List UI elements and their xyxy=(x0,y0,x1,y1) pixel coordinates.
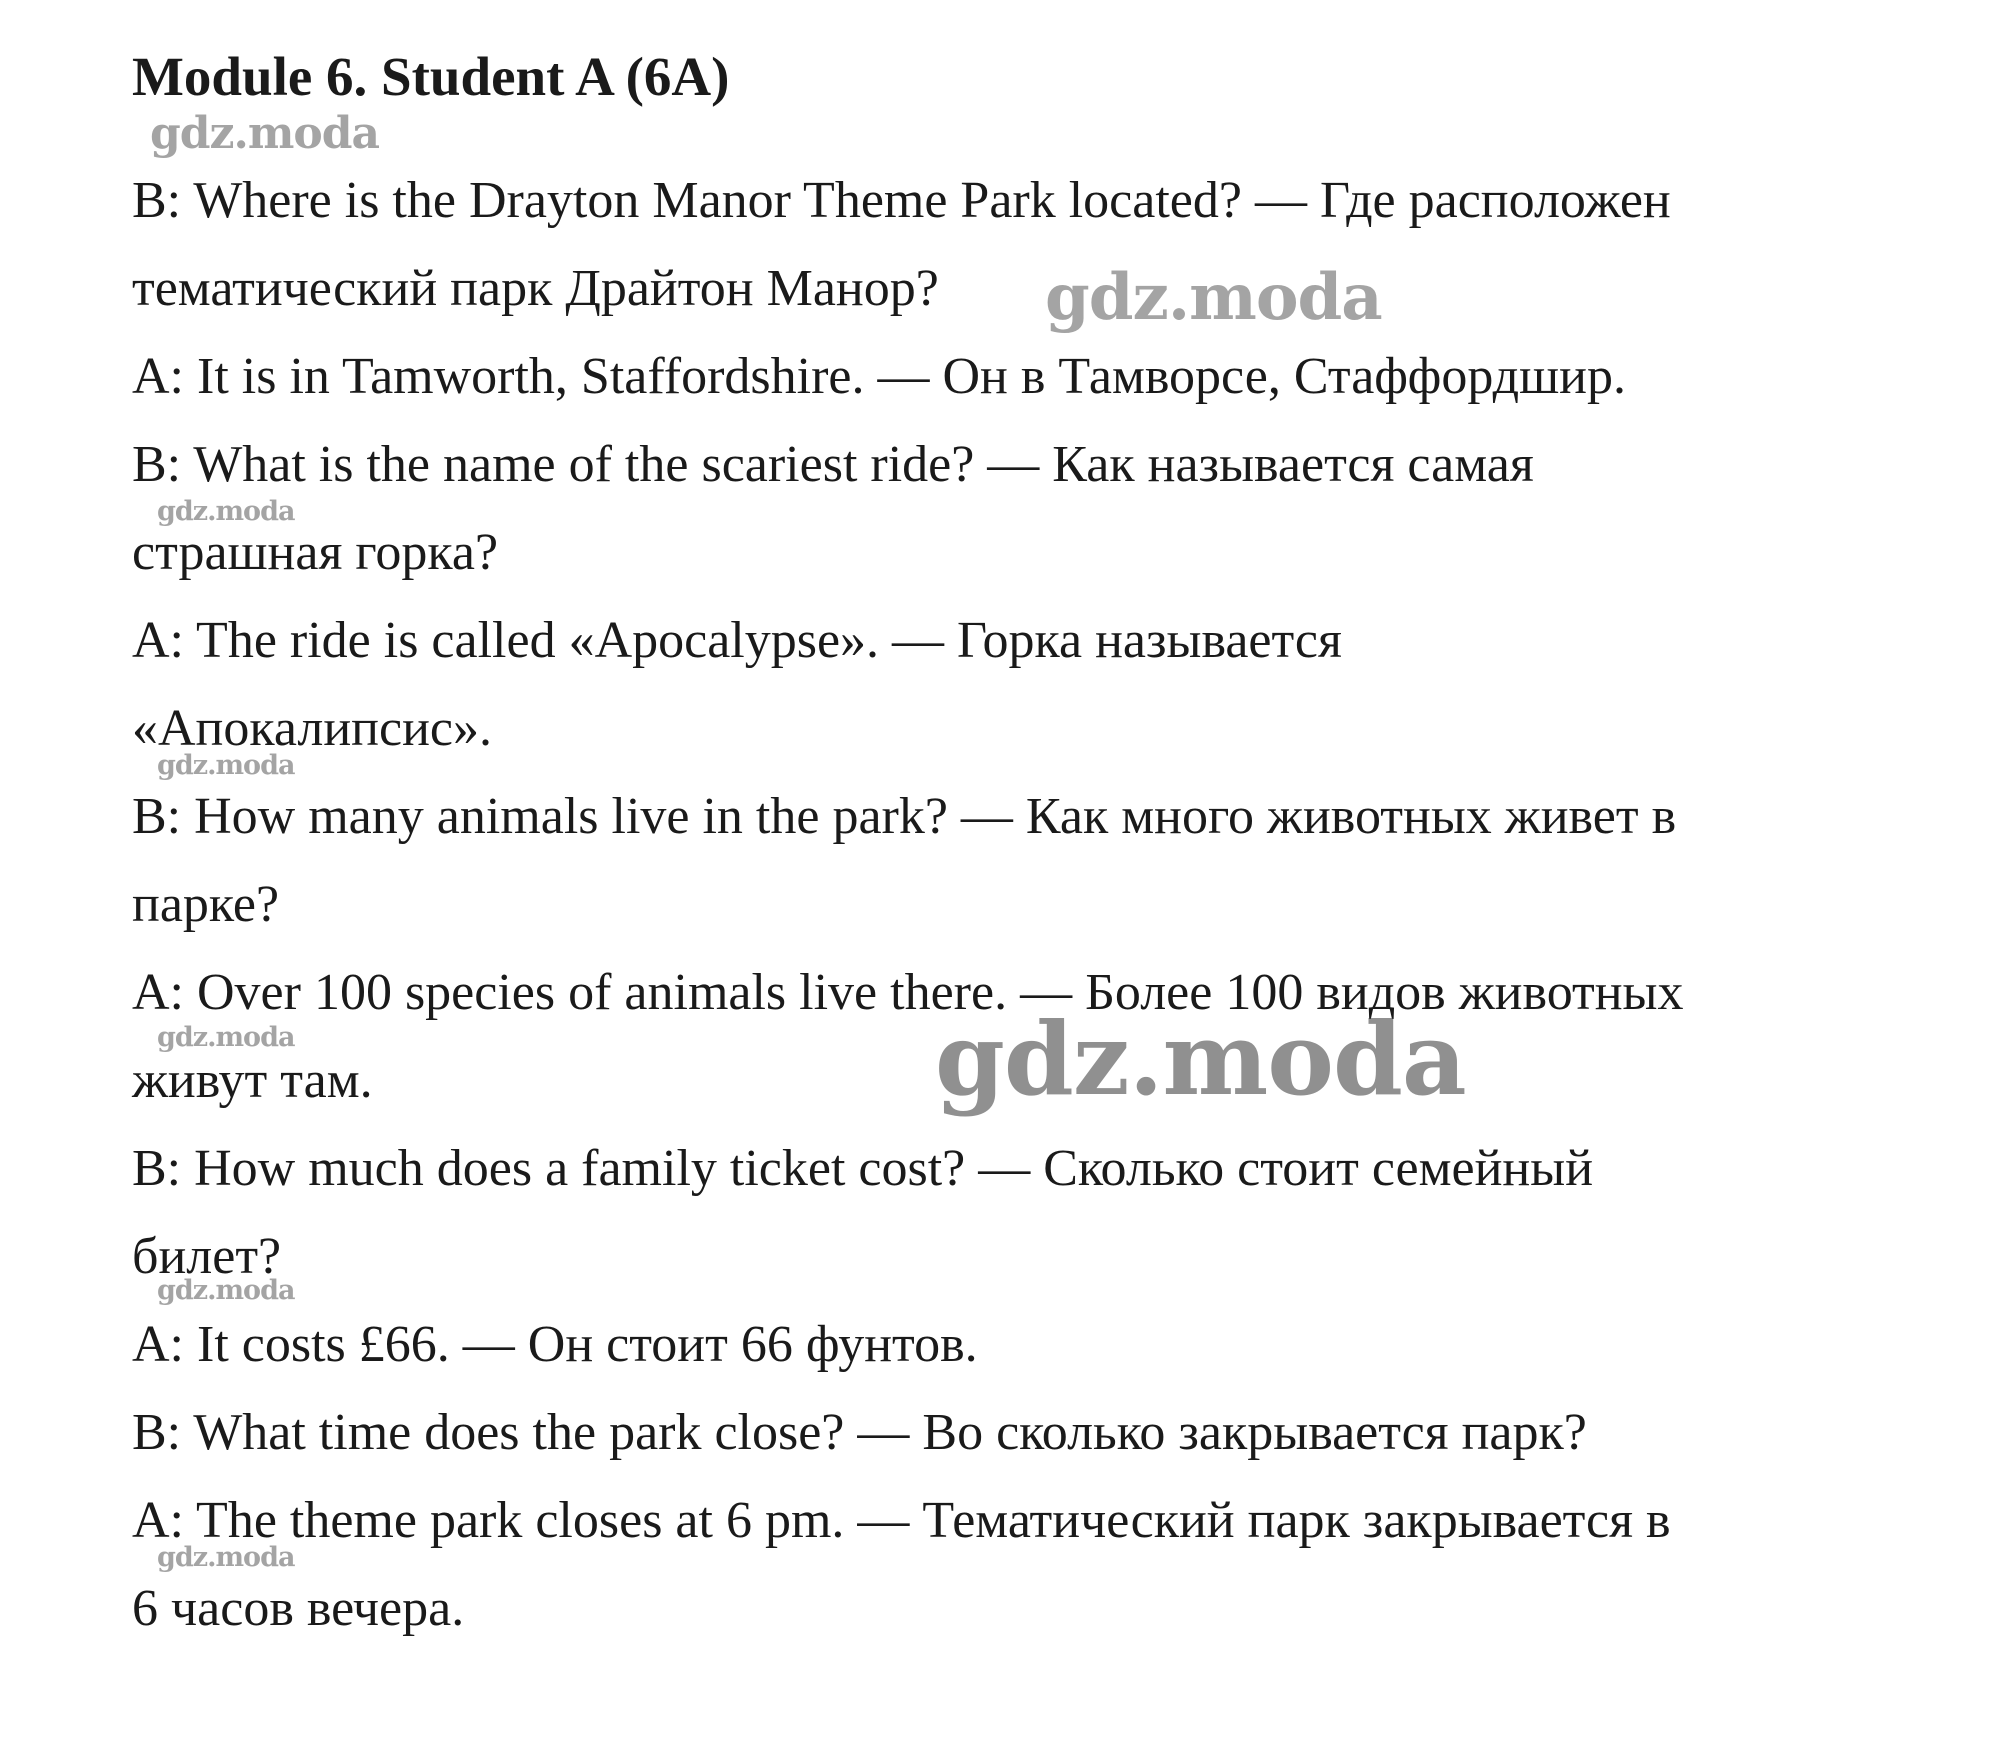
watermark: gdz.moda xyxy=(150,108,380,159)
text-line: парке? xyxy=(132,876,280,933)
text-line: страшная горка? xyxy=(132,524,499,581)
watermark: gdz.moda xyxy=(157,496,295,527)
watermark: gdz.moda xyxy=(157,1022,295,1053)
text-line: тематический парк Драйтон Манор? xyxy=(132,260,939,317)
text-line: «Апокалипсис». xyxy=(132,700,492,757)
dialogue-text xyxy=(132,157,1912,1653)
watermark: gdz.moda xyxy=(157,1275,295,1306)
watermark: gdz.moda xyxy=(157,750,295,781)
watermark: gdz.moda xyxy=(157,1542,295,1573)
text-line: A: It costs £66. — Он стоит 66 фунтов. xyxy=(132,1316,978,1373)
text-line: B: How many animals live in the park? — Как много животных живет в xyxy=(132,788,1677,845)
watermark: gdz.moda xyxy=(1045,260,1382,335)
page-title: Module 6. Student A (6A) xyxy=(132,46,730,107)
text-line: A: It is in Tamworth, Staffordshire. — Он в Тамворсе, Стаффордшир. xyxy=(132,348,1627,405)
watermark: gdz.moda xyxy=(935,1000,1466,1118)
text-line: билет? xyxy=(132,1228,282,1285)
text-line: B: What time does the park close? — Во сколько закрывается парк? xyxy=(132,1404,1587,1461)
text-line: живут там. xyxy=(132,1052,373,1109)
text-line: A: Over 100 species of animals live there. — Более 100 видов животных xyxy=(132,964,1684,1021)
text-line: B: Where is the Drayton Manor Theme Park located? — Где расположен xyxy=(132,172,1671,229)
text-line: B: What is the name of the scariest ride? — Как называется самая xyxy=(132,436,1534,493)
text-line: A: The theme park closes at 6 pm. — Тематический парк закрывается в xyxy=(132,1492,1671,1549)
text-line: B: How much does a family ticket cost? — Сколько стоит семейный xyxy=(132,1140,1594,1197)
text-line: A: The ride is called «Apocalypse». — Горка называется xyxy=(132,612,1342,669)
text-line: 6 часов вечера. xyxy=(132,1580,465,1637)
